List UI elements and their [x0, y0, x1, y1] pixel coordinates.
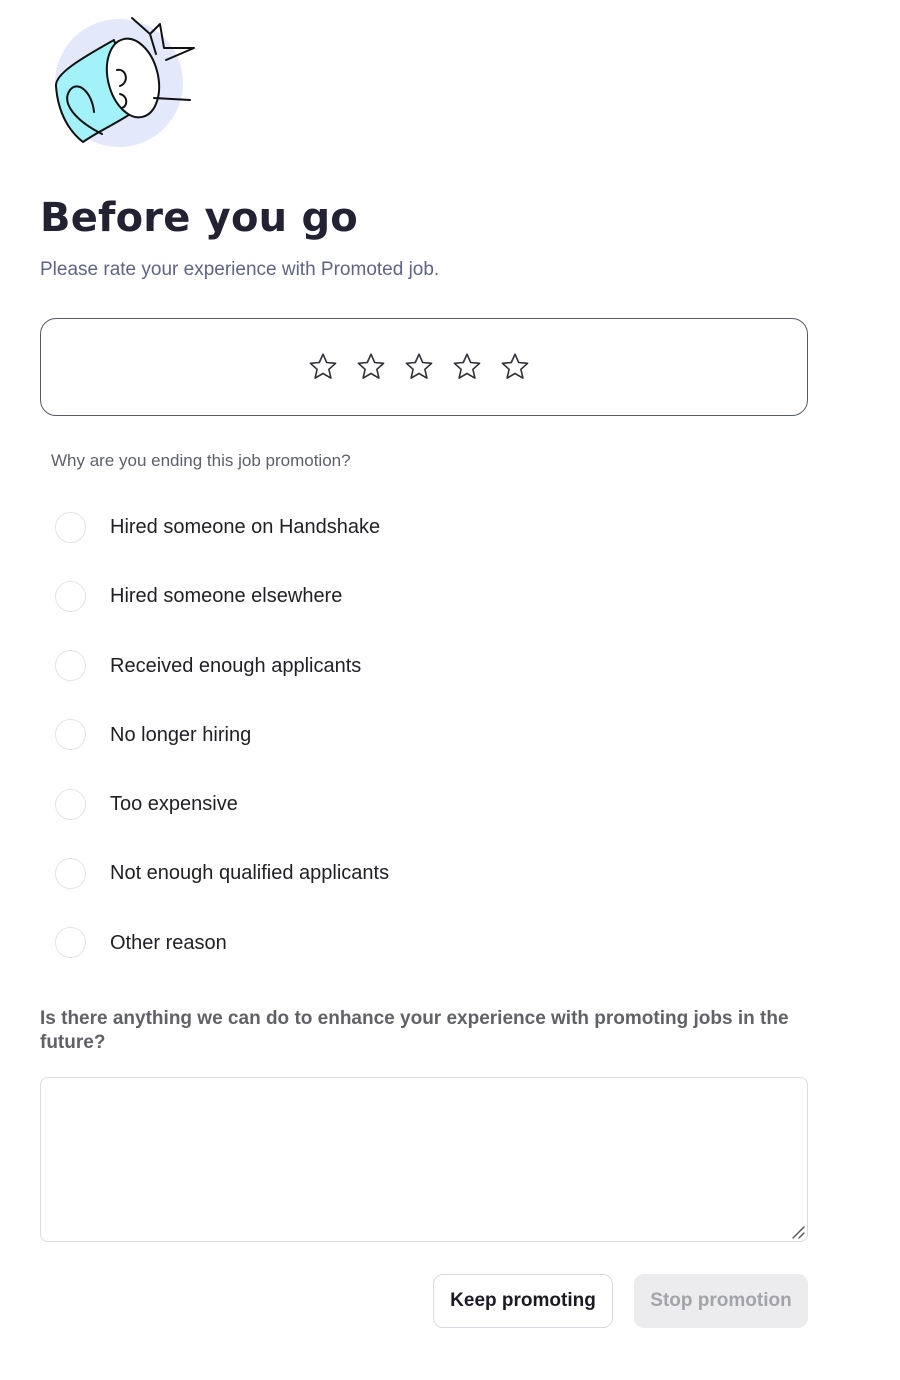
radio-button[interactable]	[55, 927, 86, 958]
reason-option[interactable]	[55, 786, 755, 822]
star-icon[interactable]	[451, 351, 483, 383]
radio-button[interactable]	[55, 650, 86, 681]
star-rating	[307, 351, 531, 383]
radio-button[interactable]	[55, 581, 86, 612]
rating-box	[40, 318, 808, 416]
reason-option[interactable]	[55, 855, 755, 891]
reason-option-label: Hired someone elsewhere	[110, 585, 343, 608]
star-icon[interactable]	[307, 351, 339, 383]
radio-button[interactable]	[55, 512, 86, 543]
star-icon[interactable]	[355, 351, 387, 383]
reason-options	[55, 509, 755, 994]
reason-option-label: No longer hiring	[110, 723, 252, 746]
stop-promotion-button[interactable]: Stop promotion	[634, 1274, 808, 1328]
reason-question: Why are you ending this job promotion?	[51, 451, 351, 470]
radio-button[interactable]	[55, 719, 86, 750]
reason-option[interactable]	[55, 648, 755, 684]
reason-option-label: Hired someone on Handshake	[110, 516, 381, 538]
reason-option[interactable]	[55, 509, 755, 545]
reason-option[interactable]	[55, 925, 755, 961]
star-icon[interactable]	[403, 351, 435, 383]
radio-button[interactable]	[55, 858, 86, 889]
reason-option[interactable]	[55, 717, 755, 753]
keep-promoting-button[interactable]: Keep promoting	[433, 1274, 613, 1328]
feedback-textarea[interactable]	[40, 1077, 808, 1242]
page-subtitle: Please rate your experience with Promoted job.	[40, 259, 440, 280]
reason-option[interactable]	[55, 578, 755, 614]
feedback-label: Is there anything we can do to enhance your experience with promoting jobs in the future?	[40, 1008, 789, 1053]
reason-option-label: Not enough qualified applicants	[110, 862, 390, 885]
resize-grip-icon[interactable]	[790, 1224, 806, 1240]
radio-button[interactable]	[55, 789, 86, 820]
reason-option-label: Too expensive	[110, 793, 238, 816]
star-icon[interactable]	[499, 351, 531, 383]
reason-option-label: Other reason	[110, 931, 227, 954]
megaphone-illustration	[40, 14, 210, 154]
page-title: Before you go	[40, 195, 358, 241]
reason-option-label: Received enough applicants	[110, 654, 362, 677]
